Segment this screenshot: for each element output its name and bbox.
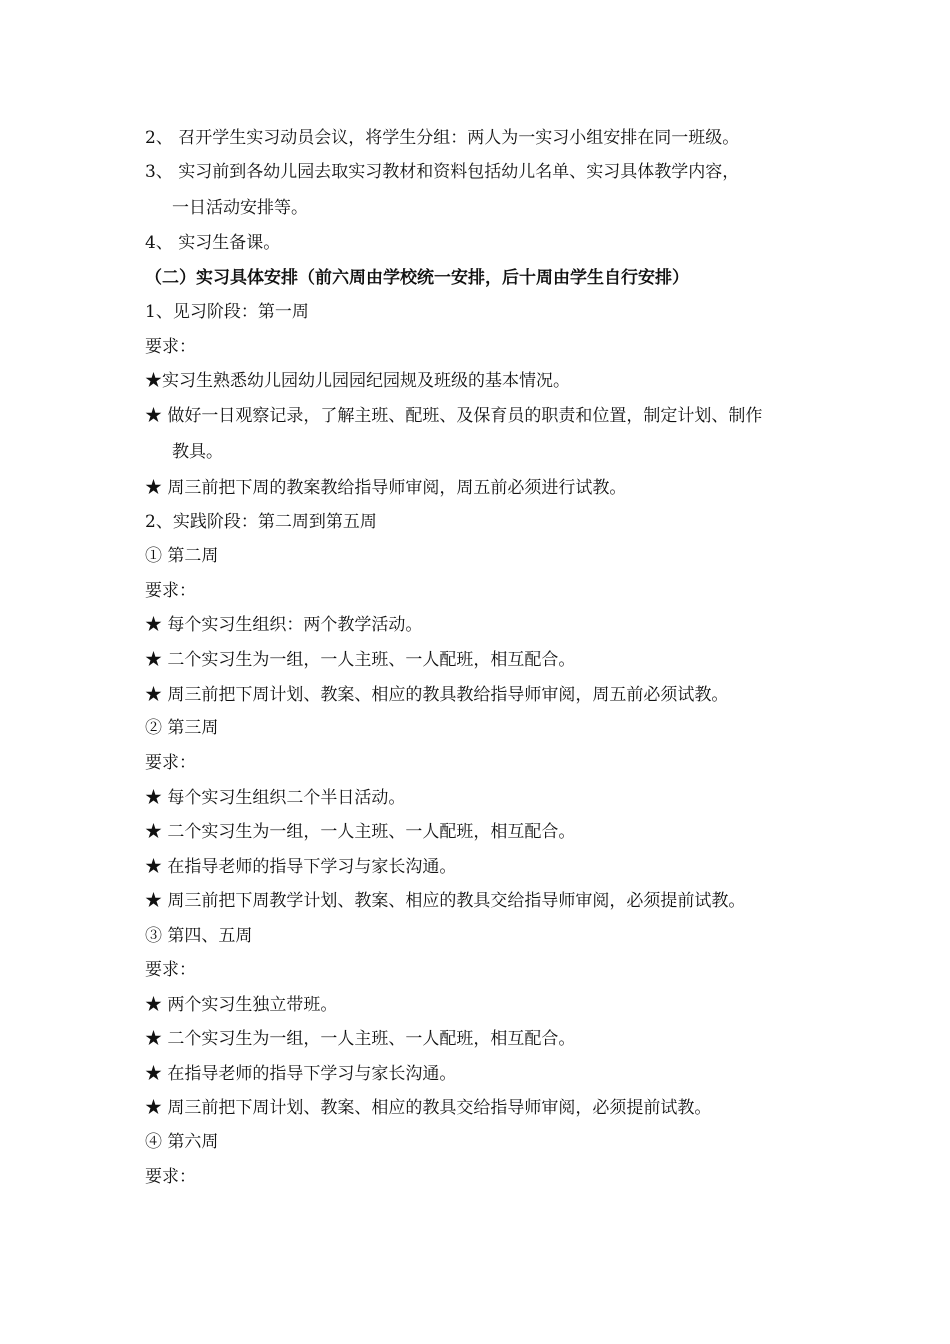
- requirements-label: 要求：: [145, 1167, 196, 1187]
- star-item: ★ 二个实习生为一组，一人主班、一人配班，相互配合。: [145, 650, 576, 670]
- list-item-3-continuation: 一日活动安排等。: [172, 198, 308, 218]
- star-item: ★ 每个实习生组织二个半日活动。: [145, 788, 406, 808]
- star-item-continuation: 教具。: [172, 442, 223, 462]
- week-heading: ② 第三周: [145, 718, 219, 738]
- star-item: ★ 做好一日观察记录，了解主班、配班、及保育员的职责和位置，制定计划、制作: [145, 406, 763, 426]
- star-item: ★ 两个实习生独立带班。: [145, 995, 338, 1015]
- star-item: ★ 周三前把下周计划、教案、相应的教具教给指导师审阅，周五前必须试教。: [145, 685, 729, 705]
- list-item-4: 4、 实习生备课。: [145, 233, 281, 253]
- stage-heading-2: 2、实践阶段：第二周到第五周: [145, 512, 377, 532]
- star-item: ★ 周三前把下周教学计划、教案、相应的教具交给指导师审阅，必须提前试教。: [145, 891, 746, 911]
- week-heading: ① 第二周: [145, 546, 219, 566]
- star-item: ★ 在指导老师的指导下学习与家长沟通。: [145, 857, 457, 877]
- requirements-label: 要求：: [145, 581, 196, 601]
- star-item: ★ 周三前把下周计划、教案、相应的教具交给指导师审阅，必须提前试教。: [145, 1098, 712, 1118]
- list-item-2: 2、 召开学生实习动员会议，将学生分组：两人为一实习小组安排在同一班级。: [145, 128, 740, 148]
- stage-heading-1: 1、见习阶段：第一周: [145, 302, 309, 322]
- star-item: ★ 二个实习生为一组，一人主班、一人配班，相互配合。: [145, 822, 576, 842]
- list-item-3: 3、 实习前到各幼儿园去取实习教材和资料包括幼儿名单、实习具体教学内容，: [145, 162, 740, 182]
- requirements-label: 要求：: [145, 753, 196, 773]
- requirements-label: 要求：: [145, 337, 196, 357]
- star-item: ★ 周三前把下周的教案教给指导师审阅，周五前必须进行试教。: [145, 478, 627, 498]
- star-item: ★实习生熟悉幼儿园幼儿园园纪园规及班级的基本情况。: [145, 371, 570, 391]
- star-item: ★ 二个实习生为一组，一人主班、一人配班，相互配合。: [145, 1029, 576, 1049]
- week-heading: ④ 第六周: [145, 1132, 219, 1152]
- star-item: ★ 每个实习生组织：两个教学活动。: [145, 615, 423, 635]
- star-item: ★ 在指导老师的指导下学习与家长沟通。: [145, 1064, 457, 1084]
- section-heading: （二）实习具体安排（前六周由学校统一安排，后十周由学生自行安排）: [145, 268, 689, 288]
- requirements-label: 要求：: [145, 960, 196, 980]
- week-heading: ③ 第四、五周: [145, 926, 253, 946]
